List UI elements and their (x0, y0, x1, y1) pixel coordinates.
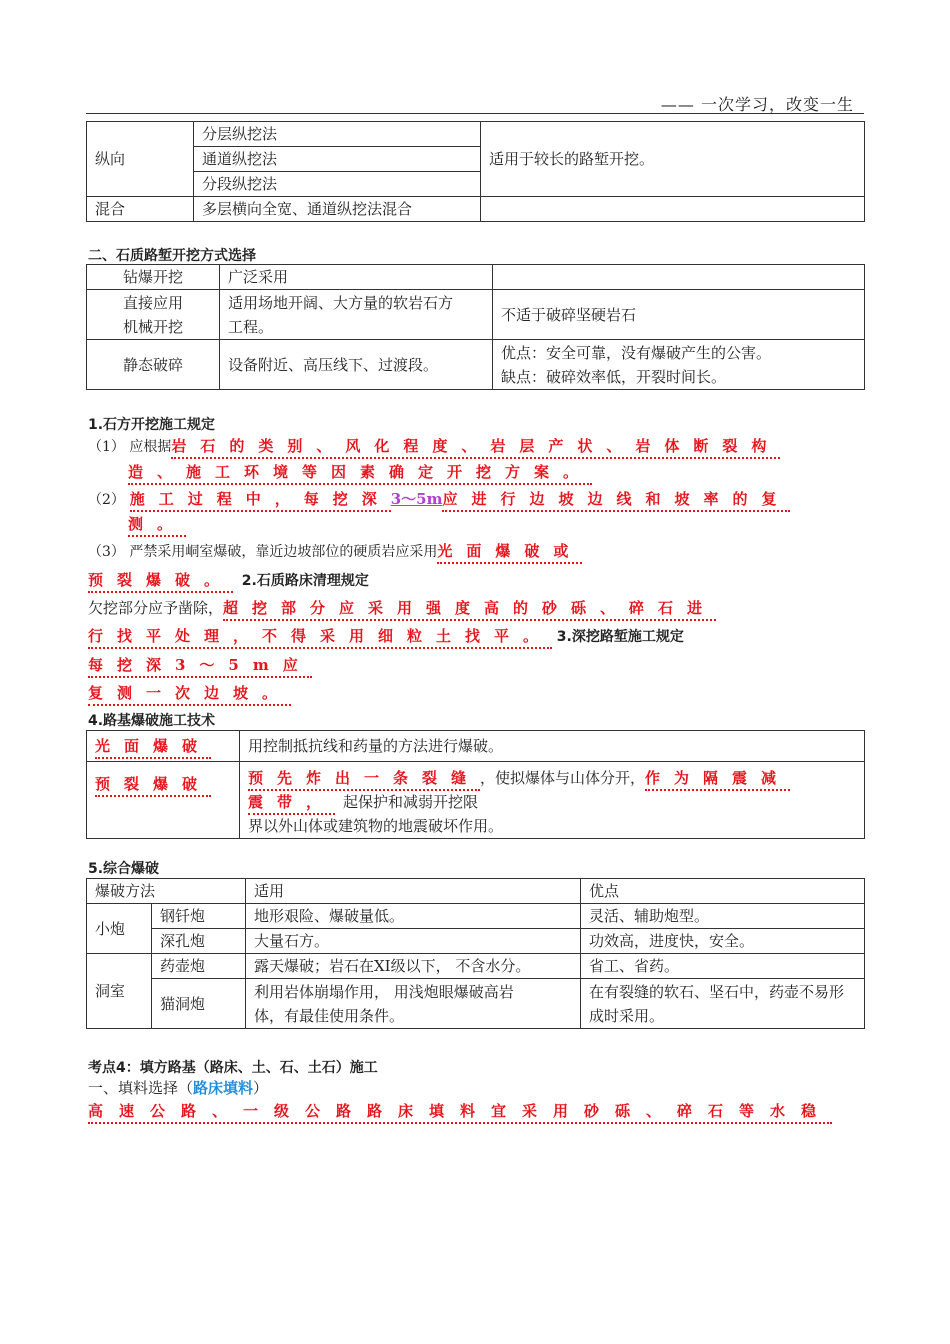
rules1-title: 1.石方开挖施工规定 (88, 417, 216, 433)
use-cell (245, 979, 580, 1029)
mixed-label: 混合 (87, 197, 194, 222)
rule3-line-2 (88, 568, 868, 593)
kaodian4-title: 考点4：填方路基（路床、土、石、土石）施工 (88, 1060, 378, 1076)
header-motto: —— 一次学习，改变一生 (660, 95, 854, 114)
blast-desc-line: 震带， 起保护和减弱开挖限 (248, 790, 856, 814)
blast-desc: 用控制抵抗线和药量的方法进行爆破。 (240, 731, 865, 762)
method-cell: 钻爆开挖 (87, 265, 220, 290)
name-cell: 钢钎炮 (152, 904, 246, 929)
use-cell: 地形艰险、爆破量低。 (245, 904, 580, 929)
header-cell: 爆破方法 (87, 879, 246, 904)
name-cell: 药壶炮 (152, 954, 246, 979)
blast-desc (240, 762, 865, 839)
rule1-red-a: 岩石的类别、风化程度、岩层产状、岩体断裂构 (171, 437, 780, 459)
note-cell: 不适于破碎坚硬岩石 (493, 290, 865, 340)
blasting-table (86, 730, 865, 839)
header-cell: 优点 (580, 879, 864, 904)
name-cell: 深孔炮 (152, 929, 246, 954)
scope-cell: 广泛采用 (220, 265, 493, 290)
rule2-line-2 (128, 512, 908, 536)
section-title-rock-cutting: 二、石质路堑开挖方式选择 (88, 248, 256, 264)
rule2-red-c: 测。 (128, 515, 186, 537)
adv-cell: 灵活、辅助炮型。 (580, 904, 864, 929)
use-line: 利用岩体崩塌作用， 用浅炮眼爆破高岩 (253, 982, 514, 1001)
rule3-line-1 (88, 539, 868, 564)
blast-label: 预裂爆破 (87, 762, 240, 839)
section5-title: 5.综合爆破 (88, 861, 160, 877)
rule2-depth: 3～5m (390, 490, 443, 508)
note-cell (493, 265, 865, 290)
rule2-red-a: 施工过程中，每挖深 (130, 490, 391, 512)
method-line: 机械开挖 (122, 317, 183, 336)
adv-cell: 省工、省药。 (580, 954, 864, 979)
name-cell: 猫洞炮 (152, 979, 246, 1029)
rule1-prefix: （1） 应根据 (88, 439, 172, 455)
rules2-red-a: 超挖部分应采用强度高的砂砾、碎石进 (223, 599, 716, 621)
rules3-line-1 (88, 653, 868, 677)
rule3-red-a: 光面爆破或 (437, 542, 582, 564)
rule3-text: （3） 严禁采用峒室爆破，靠近边坡部位的硬质岩应采用 (88, 544, 438, 560)
group-cell: 小炮 (87, 904, 152, 954)
blast-desc-line: 界以外山体或建筑物的地震破坏作用。 (248, 817, 504, 835)
rule1-red-b: 造、施工环境等因素确定开挖方案。 (128, 463, 592, 485)
vertical-label: 纵向 (87, 122, 194, 197)
rock-cutting-table (86, 264, 865, 390)
method-cell: 分层纵挖法 (194, 122, 481, 147)
group-cell: 洞室 (87, 954, 152, 1029)
rules3-red-b: 复测一次边坡。 (88, 684, 291, 706)
combined-blasting-table (86, 878, 865, 1029)
scope-line: 适用场地开阔、大方量的软岩石方 (228, 293, 454, 312)
rules2-red-b: 行找平处理，不得采用细粒土找平。 (88, 627, 552, 649)
rules2-title: 2.石质路床清理规定 (241, 573, 369, 589)
rule3-red-b: 预裂爆破。 (88, 571, 233, 593)
kaodian4-red-line: 高速公路、一级公路路床填料宜采用砂砾、碎石等水稳 (88, 1099, 868, 1123)
method-cell: 静态破碎 (87, 340, 220, 390)
vertical-excavation-table (86, 121, 865, 222)
adv-cell: 功效高，进度快，安全。 (580, 929, 864, 954)
rules2-line-2 (88, 624, 868, 649)
scope-cell (220, 290, 493, 340)
section4-title: 4.路基爆破施工技术 (88, 713, 216, 729)
method-line: 直接应用 (122, 293, 183, 312)
method-cell (87, 290, 220, 340)
scope-line: 工程。 (228, 317, 274, 336)
header-cell: 适用 (245, 879, 580, 904)
rule1-line-1 (88, 434, 868, 459)
adv-cell (580, 979, 864, 1029)
rules2-text: 欠挖部分应予凿除， (88, 599, 224, 617)
note-line: 缺点：破碎效率低，开裂时间长。 (501, 367, 727, 386)
use-cell: 大量石方。 (245, 929, 580, 954)
note-cell (493, 340, 865, 390)
rules3-red-a: 每挖深3～5m应 (88, 656, 312, 678)
use-line: 体，有最佳使用条件。 (253, 1006, 404, 1025)
adv-line: 在有裂缝的软石、坚石中，药壶不易形 (588, 982, 844, 1001)
kaodian4-subtitle: 一、填料选择（路床填料） (88, 1079, 269, 1097)
rules3-title: 3.深挖路堑施工规定 (556, 629, 684, 645)
method-cell: 分段纵挖法 (194, 172, 481, 197)
rule1-line-2 (128, 460, 908, 484)
header-divider (86, 113, 864, 114)
empty-cell (481, 197, 865, 222)
rule2-red-b: 应进行边坡边线和坡率的复 (442, 490, 790, 512)
scope-cell: 设备附近、高压线下、过渡段。 (220, 340, 493, 390)
mixed-desc: 多层横向全宽、通道纵挖法混合 (194, 197, 481, 222)
use-cell: 露天爆破；岩石在XI级以下， 不含水分。 (245, 954, 580, 979)
note-line: 优点：安全可靠，没有爆破产生的公害。 (501, 343, 772, 362)
adv-line: 成时采用。 (588, 1006, 664, 1025)
blast-desc-line: 预先炸出一条裂缝，使拟爆体与山体分开，作为隔震减 (248, 766, 856, 790)
rule2-line-1 (88, 487, 868, 512)
rule2-prefix: （2） (88, 492, 125, 508)
vertical-note: 适用于较长的路堑开挖。 (481, 122, 865, 197)
method-cell: 通道纵挖法 (194, 147, 481, 172)
blast-label: 光面爆破 (87, 731, 240, 762)
rules3-line-2 (88, 681, 868, 705)
rules2-line-1 (88, 596, 868, 620)
